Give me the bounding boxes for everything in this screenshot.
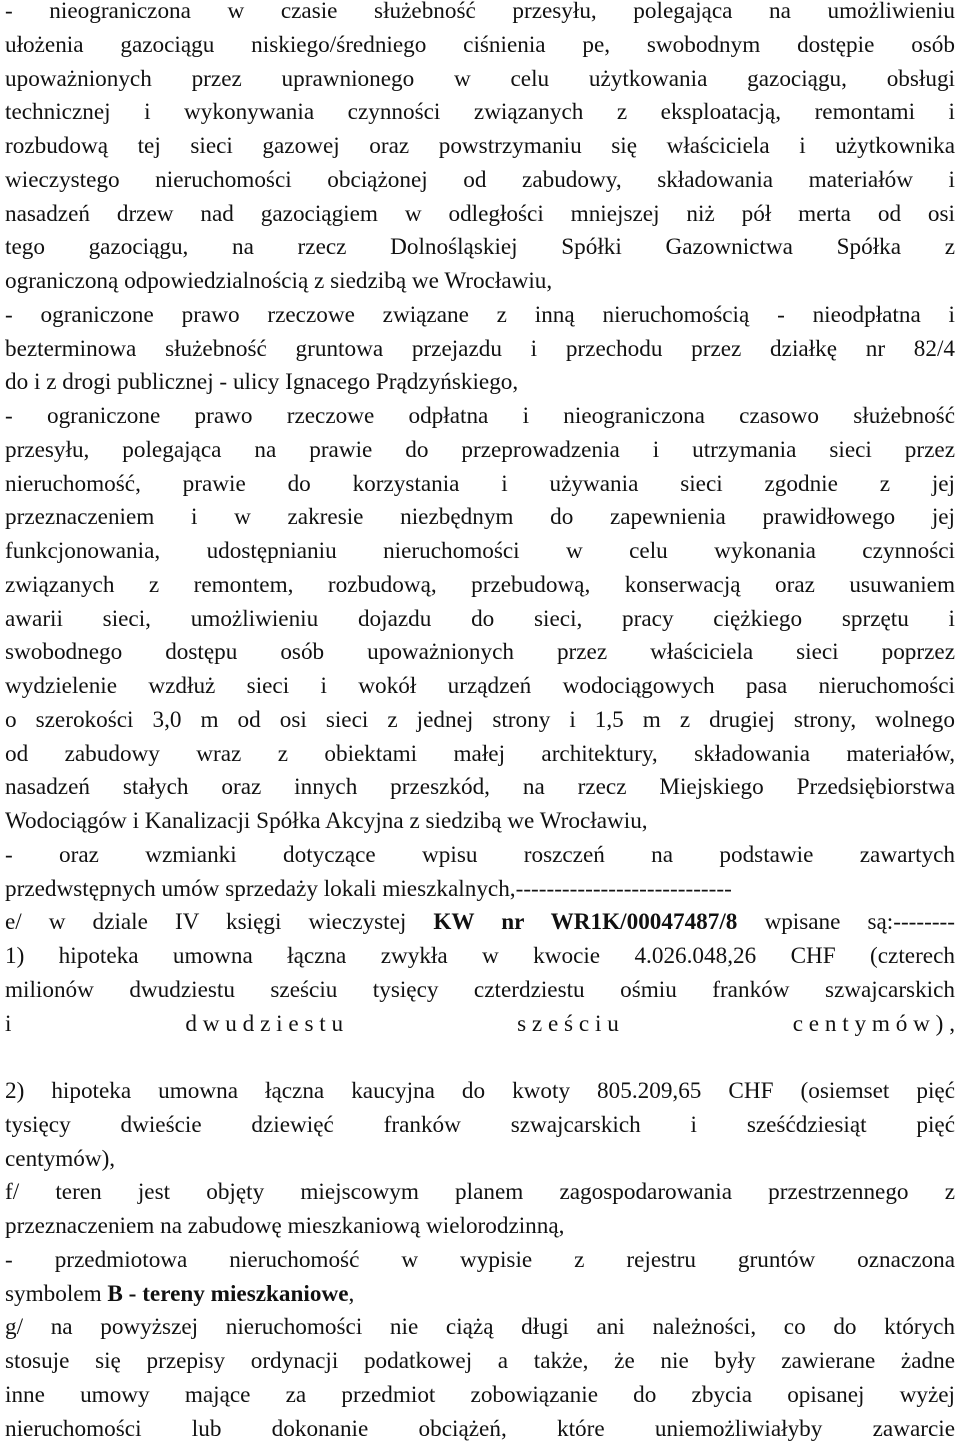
- text-line: - nieograniczona w czasie służebność przesyłu, polegająca na umożliwieniu: [5, 0, 955, 29]
- text-line: do i z drogi publicznej - ulicy Ignacego Prądzyńskiego,: [5, 366, 955, 400]
- text-line: nasadzeń stałych oraz innych przeszkód, na rzecz Miejskiego Przedsiębiorstwa: [5, 771, 955, 805]
- spaced-word: d w u d z i e s t u: [185, 1008, 343, 1042]
- text-line: ułożenia gazociągu niskiego/średniego ciśnienia pe, swobodnym dostępie osób: [5, 29, 955, 63]
- text-line: swobodnego dostępu osób upoważnionych przez właściciela sieci poprzez: [5, 636, 955, 670]
- kw-line-suffix: wpisane są:--------: [737, 909, 955, 935]
- blank-line: [5, 1041, 955, 1075]
- kw-line-prefix: e/ w dziale IV księgi wieczystej: [5, 909, 433, 935]
- text-line: przeznaczeniem i w zakresie niezbędnym do zapewnienia prawidłowego jej: [5, 501, 955, 535]
- spaced-word: c e n t y m ó w ) ,: [793, 1008, 955, 1042]
- text-line: wieczystego nieruchomości obciążonej od zabudowy, składowania materiałów i: [5, 164, 955, 198]
- text-line: stosuje się przepisy ordynacji podatkowej a także, że nie były zawierane żadne: [5, 1345, 955, 1379]
- text-line: g/ na powyższej nieruchomości nie ciążą długi ani należności, co do których: [5, 1311, 955, 1345]
- text-line: bezterminowa służebność gruntowa przejazdu i przechodu przez działkę nr 82/4: [5, 333, 955, 367]
- text-line: od zabudowy wraz z obiektami małej architektury, składowania materiałów,: [5, 738, 955, 772]
- text-line: o szerokości 3,0 m od osi sieci z jednej strony i 1,5 m z drugiej strony, wolnego: [5, 704, 955, 738]
- text-line: Wodociągów i Kanalizacji Spółka Akcyjna z siedzibą we Wrocławiu,: [5, 805, 955, 839]
- spaced-line: [5, 1008, 955, 1042]
- text-line: centymów),: [5, 1143, 955, 1177]
- document-page: [5, 0, 955, 1446]
- text-line: - oraz wzmianki dotyczące wpisu roszczeń na podstawie zawartych: [5, 839, 955, 873]
- text-line: tego gazociągu, na rzecz Dolnośląskiej Spółki Gazownictwa Spółka z: [5, 231, 955, 265]
- kw-number: KW nr WR1K/00047487/8: [433, 909, 737, 935]
- spaced-word: s z e ś c i u: [517, 1008, 619, 1042]
- text-line: technicznej i wykonywania czynności związanych z eksploatacją, remontami i: [5, 96, 955, 130]
- symbol-line-prefix: symbolem: [5, 1281, 107, 1307]
- text-line: funkcjonowania, udostępnianiu nieruchomości w celu wykonania czynności: [5, 535, 955, 569]
- text-line: f/ teren jest objęty miejscowym planem zagospodarowania przestrzennego z: [5, 1176, 955, 1210]
- symbol-value: B - tereny mieszkaniowe: [107, 1281, 348, 1307]
- spaced-word: i: [5, 1008, 11, 1042]
- text-line: nieruchomość, prawie do korzystania i używania sieci zgodnie z jej: [5, 468, 955, 502]
- text-line: przedwstępnych umów sprzedaży lokali mieszkalnych,----------------------------: [5, 873, 955, 907]
- text-line: - ograniczone prawo rzeczowe odpłatna i nieograniczona czasowo służebność: [5, 400, 955, 434]
- text-line: inne umowy mające za przedmiot zobowiązanie do zbycia opisanej wyżej: [5, 1379, 955, 1413]
- text-line: rozbudową tej sieci gazowej oraz powstrzymaniu się właściciela i użytkownika: [5, 130, 955, 164]
- text-line: - ograniczone prawo rzeczowe związane z inną nieruchomością - nieodpłatna i: [5, 299, 955, 333]
- symbol-line: [5, 1278, 955, 1312]
- text-line: milionów dwudziestu sześciu tysięcy czterdziestu ośmiu franków szwajcarskich: [5, 974, 955, 1008]
- text-line: przeznaczeniem na zabudowę mieszkaniową wielorodzinną,: [5, 1210, 955, 1244]
- text-line: nasadzeń drzew nad gazociągiem w odległości mniejszej niż pół merta od osi: [5, 198, 955, 232]
- text-line: przesyłu, polegająca na prawie do przeprowadzenia i utrzymania sieci przez: [5, 434, 955, 468]
- text-line: 2) hipoteka umowna łączna kaucyjna do kwoty 805.209,65 CHF (osiemset pięć: [5, 1075, 955, 1109]
- symbol-line-suffix: ,: [349, 1281, 355, 1307]
- text-line: związanych z remontem, rozbudową, przebudową, konserwacją oraz usuwaniem: [5, 569, 955, 603]
- text-line: wydzielenie wzdłuż sieci i wokół urządzeń wodociągowych pasa nieruchomości: [5, 670, 955, 704]
- text-line: - przedmiotowa nieruchomość w wypisie z rejestru gruntów oznaczona: [5, 1244, 955, 1278]
- kw-line: [5, 906, 955, 940]
- text-line: awarii sieci, umożliwieniu dojazdu do sieci, pracy ciężkiego sprzętu i: [5, 603, 955, 637]
- text-line: ograniczoną odpowiedzialnością z siedzibą we Wrocławiu,: [5, 265, 955, 299]
- text-line: nieruchomości lub dokonanie obciążeń, które uniemożliwiałyby zawarcie: [5, 1413, 955, 1446]
- text-line: upoważnionych przez uprawnionego w celu użytkowania gazociągu, obsługi: [5, 63, 955, 97]
- text-line: 1) hipoteka umowna łączna zwykła w kwocie 4.026.048,26 CHF (czterech: [5, 940, 955, 974]
- text-line: tysięcy dwieście dziewięć franków szwajcarskich i sześćdziesiąt pięć: [5, 1109, 955, 1143]
